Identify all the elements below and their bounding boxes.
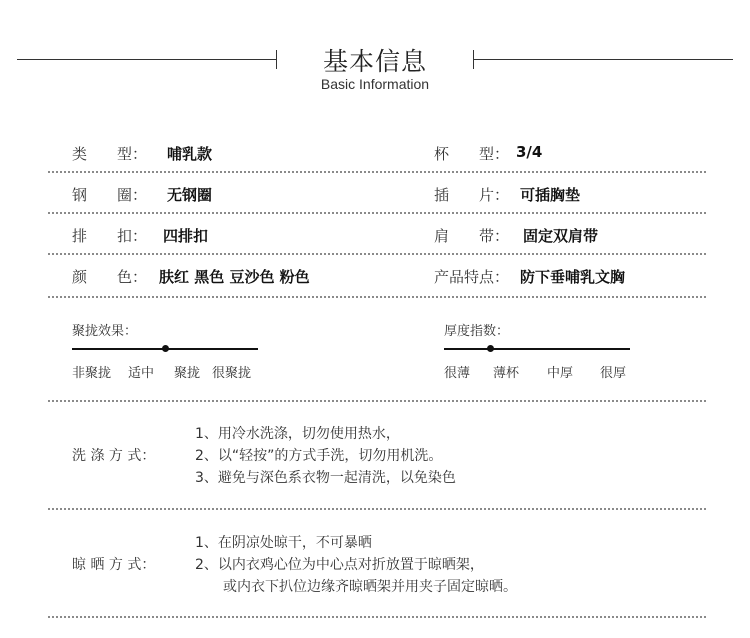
thickness-option: 很厚 [600,366,627,381]
drying-label: 晾 晒 方 式： [72,557,156,573]
drying-line: 2、以内衣鸡心位为中心点对折放置于晾晒架， [195,557,484,573]
gather-option: 很聚拢 [212,366,252,381]
divider [48,212,706,214]
gather-scale-marker [162,345,169,352]
spec-value-cup: 3/4 [516,143,543,161]
spec-label-color: 颜 色： [72,268,148,286]
gather-label: 聚拢效果： [72,324,138,339]
divider [48,616,706,618]
spec-value-wire: 无钢圈 [167,186,213,204]
divider [48,508,706,510]
drying-line: 或内衣下扒位边缘齐晾晒架并用夹子固定晾晒。 [195,579,517,595]
gather-option: 聚拢 [174,366,201,381]
thickness-scale-track [444,348,630,350]
divider [48,171,706,173]
washing-label: 洗 涤 方 式： [72,448,156,464]
gather-option: 非聚拢 [72,366,112,381]
washing-line: 3、避免与深色系衣物一起清洗，以免染色 [195,470,456,486]
thickness-label: 厚度指数： [444,324,510,339]
thickness-option: 很薄 [444,366,471,381]
spec-value-type: 哺乳款 [167,145,213,163]
spec-label-cup: 杯 型： [434,145,510,163]
spec-value-features: 防下垂哺乳文胸 [520,268,626,286]
gather-option: 适中 [128,366,155,381]
washing-line: 1、用冷水洗涤，切勿使用热水， [195,426,400,442]
spec-value-insert: 可插胸垫 [520,186,581,204]
spec-value-color: 肤红 黑色 豆沙色 粉色 [159,268,310,286]
page-subtitle: Basic Information [320,76,430,92]
spec-label-hooks: 排 扣： [72,227,148,245]
thickness-scale-marker [487,345,494,352]
spec-value-hooks: 四排扣 [163,227,209,245]
spec-label-straps: 肩 带： [434,227,510,245]
page-title: 基本信息 [322,47,427,76]
spec-value-straps: 固定双肩带 [523,227,599,245]
divider [48,253,706,255]
washing-line: 2、以“轻按”的方式手洗，切勿用机洗。 [195,448,443,464]
thickness-option: 中厚 [547,366,574,381]
spec-label-wire: 钢 圈： [72,186,148,204]
thickness-option: 薄杯 [493,366,520,381]
divider [48,296,706,298]
spec-label-type: 类 型： [72,145,148,163]
spec-label-features: 产品特点： [434,268,510,286]
divider [48,400,706,402]
drying-line: 1、在阴凉处晾干，不可暴晒 [195,535,372,551]
spec-label-insert: 插 片： [434,186,510,204]
